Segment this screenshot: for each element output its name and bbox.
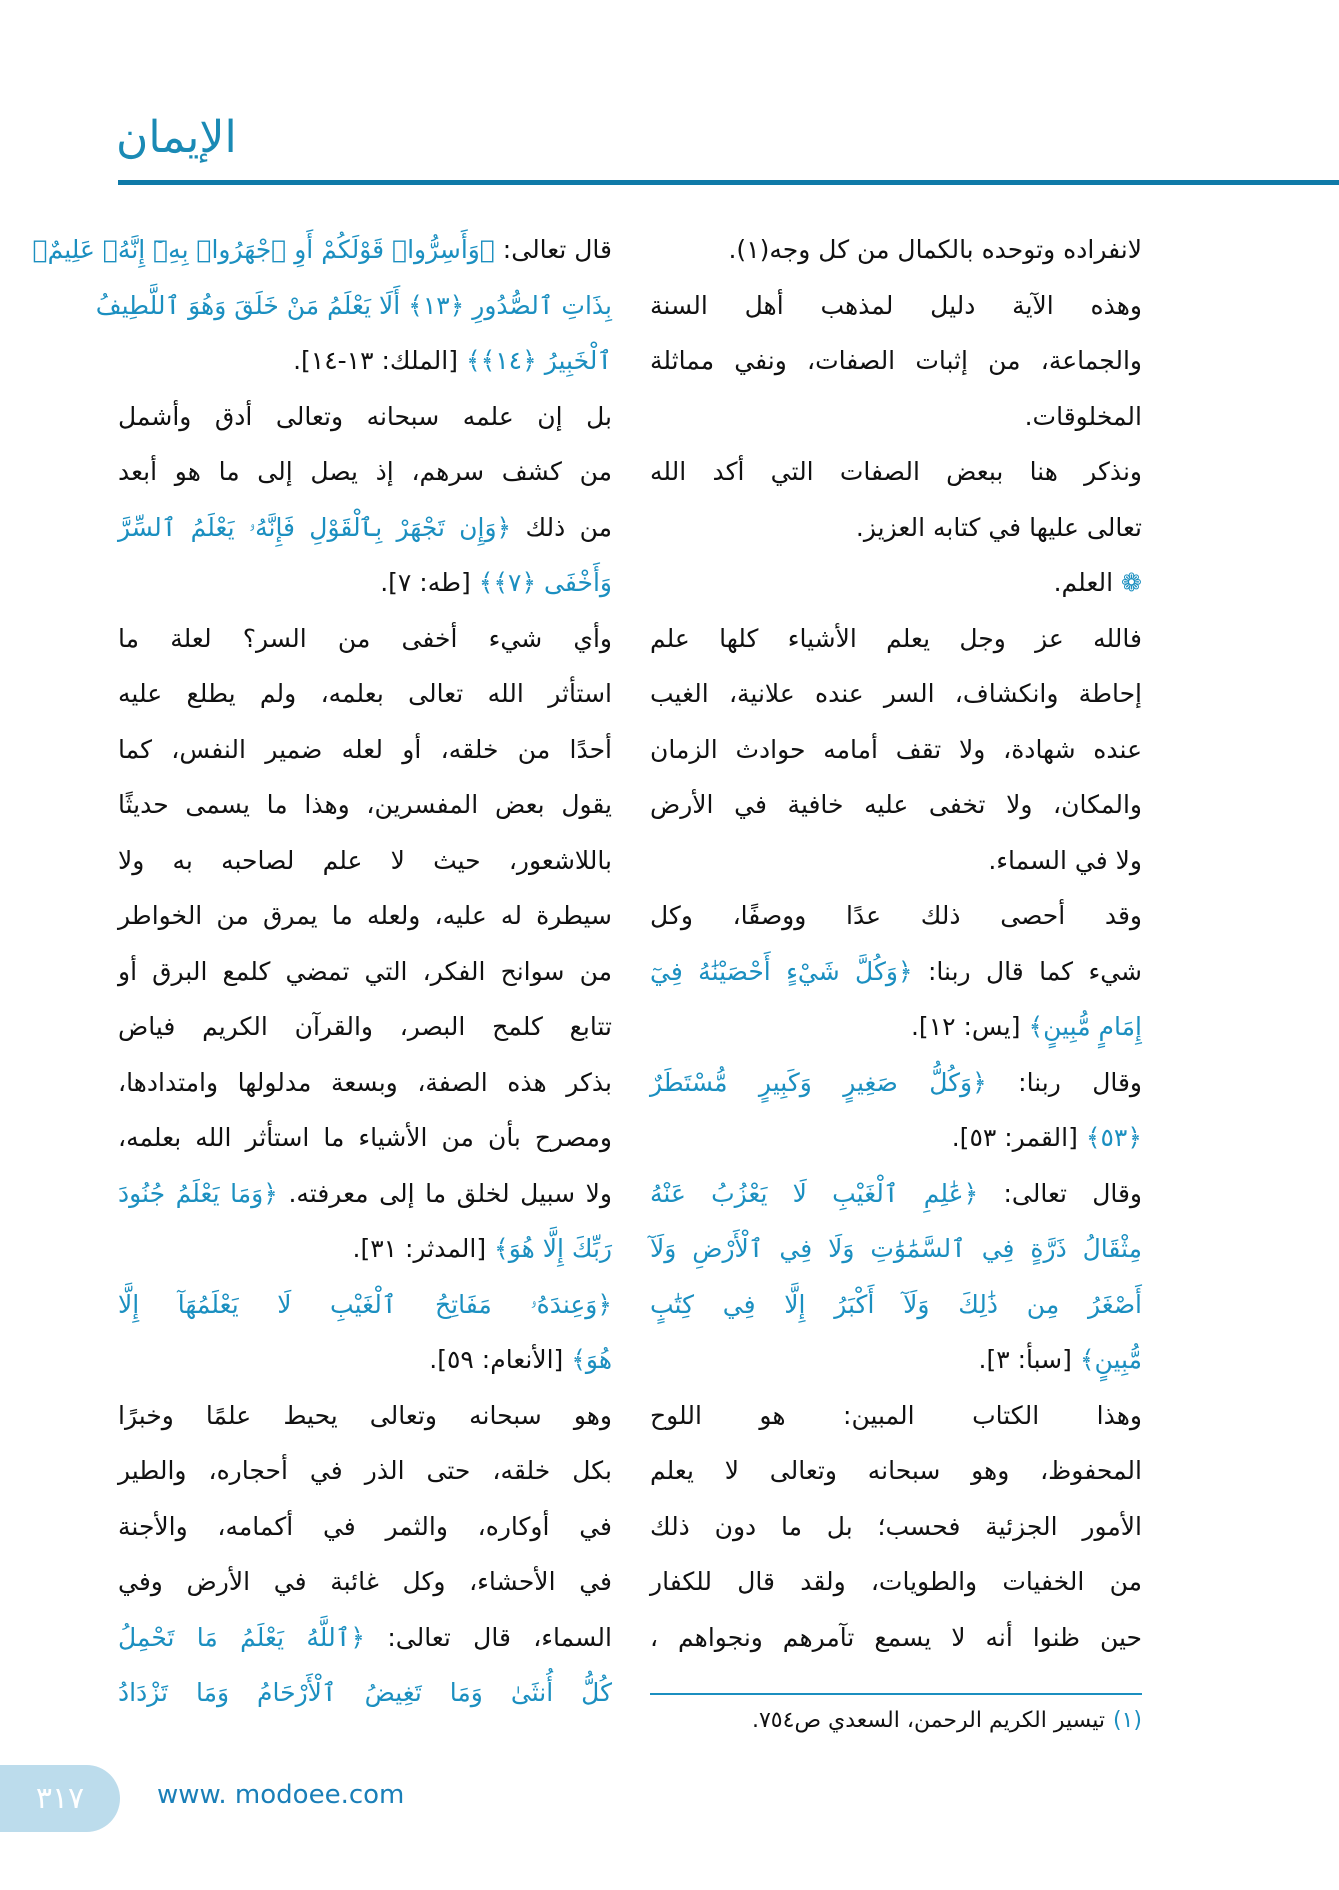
body-text: أحدًا من خلقه، أو لعله ضمير النفس، كما <box>118 734 612 764</box>
text-line <box>118 500 612 556</box>
quran-verse: ﴿وَمَا يَعْلَمُ جُنُودَ <box>118 1178 278 1208</box>
text-line <box>650 1499 1142 1555</box>
text-line <box>118 722 612 778</box>
quran-verse: كُلُّ أُنثَىٰ وَمَا تَغِيضُ ٱلْأَرْحَامُ وَمَا تَزْدَادُ <box>118 1678 612 1707</box>
quran-verse: ﴿٥٣﴾ <box>1085 1123 1142 1152</box>
quran-verse: ٱلْخَبِيرُ ﴿١٤﴾﴾ <box>465 346 612 375</box>
text-line <box>118 1166 612 1222</box>
body-text: باللاشعور، حيث لا علم لصاحبه به ولا <box>118 845 612 875</box>
text-line <box>118 1221 612 1277</box>
text-line <box>650 1221 1142 1277</box>
text-line <box>650 278 1142 334</box>
body-text: بذكر هذه الصفة، وبسعة مدلولها وامتدادها، <box>118 1067 612 1097</box>
text-line <box>118 1443 612 1499</box>
body-text: من ذلك <box>511 512 612 542</box>
body-text: يقول بعض المفسرين، وهذا ما يسمى حديثًا <box>118 790 612 819</box>
header-divider <box>118 180 1339 185</box>
body-text: قال تعالى: <box>494 235 612 264</box>
body-text: إحاطة وانكشاف، السر عنده علانية، الغيب <box>650 679 1142 708</box>
text-line <box>118 1388 612 1444</box>
body-text: المحفوظ، وهو سبحانه وتعالى لا يعلم <box>650 1456 1142 1485</box>
text-line <box>118 1332 612 1388</box>
text-line <box>650 1443 1142 1499</box>
body-text: [طه: ٧]. <box>380 568 479 597</box>
body-text: [المدثر: ٣١]. <box>352 1234 495 1263</box>
quran-verse: ❁ <box>1113 568 1142 597</box>
body-text: وهو سبحانه وتعالى يحيط علمًا وخبرًا <box>118 1400 612 1430</box>
body-text: والجماعة، من إثبات الصفات، ونفي مماثلة <box>650 346 1142 375</box>
text-line <box>650 1277 1142 1333</box>
text-line <box>118 777 612 833</box>
body-text: ومصرح بأن من الأشياء ما استأثر الله بعلمه، <box>118 1123 612 1152</box>
body-text: حين ظنوا أنه لا يسمع تآمرهم ونجواهم ، <box>650 1622 1142 1652</box>
quran-verse: مُّبِينٍ﴾ <box>1079 1345 1142 1374</box>
quran-verse: ﴿وَكُلُّ صَغِيرٍ وَكَبِيرٍ مُّسْتَطَرٌ <box>650 1067 987 1097</box>
text-line <box>650 611 1142 667</box>
body-text: وهذا الكتاب المبين: هو اللوح <box>650 1400 1142 1430</box>
body-text: في الأحشاء، وكل غائبة في الأرض وفي <box>118 1567 612 1596</box>
footnote-text: تيسير الكريم الرحمن، السعدي ص٧٥٤. <box>751 1708 1105 1733</box>
body-text: وقد أحصى ذلك عدًا ووصفًا، وكل <box>650 901 1142 930</box>
quran-verse: ﴿وَإِن تَجْهَرْ بِٱلْقَوْلِ فَإِنَّهُۥ يَعْلَمُ ٱلسِّرَّ <box>118 512 512 542</box>
body-text: السماء، قال تعالى: <box>365 1622 612 1652</box>
body-text: في أوكاره، والثمر في أكمامه، والأجنة <box>118 1511 612 1541</box>
quran-verse: بِذَاتِ ٱلصُّدُورِ ﴿١٣﴾ أَلَا يَعْلَمُ مَنْ خَلَقَ وَهُوَ ٱللَّطِيفُ <box>95 290 612 320</box>
quran-verse: ﴿ٱللَّهُ يَعْلَمُ مَا تَحْمِلُ <box>118 1622 365 1652</box>
quran-verse: أَصْغَرُ مِن ذَٰلِكَ وَلَآ أَكْبَرُ إِلَّا فِي كِتَٰبٍ <box>650 1289 1142 1319</box>
text-line <box>118 1665 612 1721</box>
text-line <box>650 389 1142 445</box>
body-text: وأي شيء أخفى من السر؟ لعلة ما <box>118 623 612 653</box>
text-line <box>118 1277 612 1333</box>
text-line <box>650 722 1142 778</box>
body-text: الأمور الجزئية فحسب؛ بل ما دون ذلك <box>650 1511 1142 1541</box>
body-text: [الأنعام: ٥٩]. <box>429 1345 572 1374</box>
quran-verse: ﴿وَكُلَّ شَيْءٍ أَحْصَيْنَٰهُ فِيٓ <box>650 956 913 986</box>
text-line <box>32 222 612 278</box>
text-line <box>118 1610 612 1666</box>
running-header-title: الإيمان <box>116 112 237 163</box>
footnote <box>650 1708 1142 1733</box>
body-text: بل إن علمه سبحانه وتعالى أدق وأشمل <box>118 401 612 431</box>
body-text: من الخفيات والطويات، ولقد قال للكفار <box>650 1567 1142 1596</box>
text-line <box>650 1554 1142 1610</box>
website-url: www. modoee.com <box>157 1780 405 1810</box>
text-line <box>650 1332 1142 1388</box>
text-line <box>118 833 612 889</box>
footnote-number: (١) <box>1112 1708 1142 1733</box>
text-line <box>650 1610 1142 1666</box>
body-text: المخلوقات. <box>1024 401 1142 431</box>
quran-verse: مِثْقَالُ ذَرَّةٍ فِي ٱلسَّمَٰوَٰتِ وَلَا فِي ٱلْأَرْضِ وَلَآ <box>650 1234 1142 1263</box>
text-line <box>650 1110 1142 1166</box>
body-text: والمكان، ولا تخفى عليه خافية في الأرض <box>650 790 1142 819</box>
text-line <box>650 222 1142 278</box>
body-text: ولا في السماء. <box>988 845 1142 875</box>
quran-verse: رَبِّكَ إِلَّا هُوَ﴾ <box>494 1234 612 1263</box>
body-text: بكل خلقه، حتى الذر في أحجاره، والطير <box>118 1456 612 1485</box>
text-line <box>95 278 612 334</box>
body-text: [القمر: ٥٣]. <box>951 1123 1086 1152</box>
text-line <box>118 1499 612 1555</box>
body-text: سيطرة له عليه، ولعله ما يمرق من الخواطر <box>118 901 612 930</box>
text-line <box>118 888 612 944</box>
text-line <box>650 444 1142 500</box>
text-line <box>118 1055 612 1111</box>
page-number: ٣١٧ <box>0 1765 120 1832</box>
body-text: من سوانح الفكر، التي تمضي كلمع البرق أو <box>118 956 612 986</box>
body-text: [يس: ١٢]. <box>910 1012 1029 1041</box>
text-line <box>650 666 1142 722</box>
left-column <box>32 222 613 1721</box>
text-line <box>650 888 1142 944</box>
quran-verse: إِمَامٍ مُّبِينٍ﴾ <box>1028 1012 1142 1041</box>
body-text: ولا سبيل لخلق ما إلى معرفته. <box>277 1178 613 1208</box>
body-text: استأثر الله تعالى بعلمه، ولم يطلع عليه <box>118 679 612 708</box>
text-line <box>118 611 612 667</box>
text-line <box>650 1166 1142 1222</box>
text-line <box>118 555 612 611</box>
text-line <box>650 777 1142 833</box>
text-line <box>650 500 1142 556</box>
body-text: تتابع كلمح البصر، والقرآن الكريم فياض <box>118 1012 612 1041</box>
quran-verse: ﴿وَعِندَهُۥ مَفَاتِحُ ٱلْغَيْبِ لَا يَعْلَمُهَآ إِلَّا <box>118 1289 612 1319</box>
text-line <box>118 666 612 722</box>
text-line <box>118 999 612 1055</box>
body-text: وهذه الآية دليل لمذهب أهل السنة <box>650 290 1142 320</box>
text-line <box>118 1110 612 1166</box>
text-line <box>118 1554 612 1610</box>
body-text: العلم. <box>1053 568 1114 597</box>
body-text: وقال تعالى: <box>978 1178 1143 1208</box>
text-line <box>118 944 612 1000</box>
body-text: تعالى عليها في كتابه العزيز. <box>855 512 1142 542</box>
text-line <box>650 333 1142 389</box>
quran-verse: ﴿عَٰلِمِ ٱلْغَيْبِ لَا يَعْزُبُ عَنْهُ <box>650 1178 979 1208</box>
quran-verse: وَأَخْفَى ﴿٧﴾﴾ <box>478 568 612 597</box>
body-text: [سبأ: ٣]. <box>978 1345 1080 1374</box>
body-text: ونذكر هنا ببعض الصفات التي أكد الله <box>650 457 1142 486</box>
body-text: من كشف سرهم، إذ يصل إلى ما هو أبعد <box>118 457 612 486</box>
text-line <box>650 1055 1142 1111</box>
body-text: [الملك: ١٣-١٤]. <box>293 346 466 375</box>
body-text: وقال ربنا: <box>986 1067 1142 1097</box>
body-text: عنده شهادة، ولا تقف أمامه حوادث الزمان <box>650 734 1142 764</box>
text-line <box>650 944 1142 1000</box>
body-text: شيء كما قال ربنا: <box>912 956 1142 986</box>
text-line <box>118 389 612 445</box>
quran-verse: ﴿وَأَسِرُّوا۟ قَوْلَكُمْ أَوِ ٱجْهَرُوا۟ بِهِۦٓ إِنَّهُۥ عَلِيمٌۢ <box>32 235 495 264</box>
body-text: فالله عز وجل يعلم الأشياء كلها علم <box>650 623 1142 653</box>
right-column <box>650 222 1142 1665</box>
text-line <box>650 833 1142 889</box>
text-line <box>118 444 612 500</box>
body-text: لانفراده وتوحده بالكمال من كل وجه(١). <box>728 235 1142 264</box>
text-line <box>650 555 1142 611</box>
text-line <box>650 1388 1142 1444</box>
footnote-divider <box>650 1693 1142 1695</box>
text-line <box>118 333 612 389</box>
quran-verse: هُوَ﴾ <box>571 1345 612 1374</box>
text-line <box>650 999 1142 1055</box>
